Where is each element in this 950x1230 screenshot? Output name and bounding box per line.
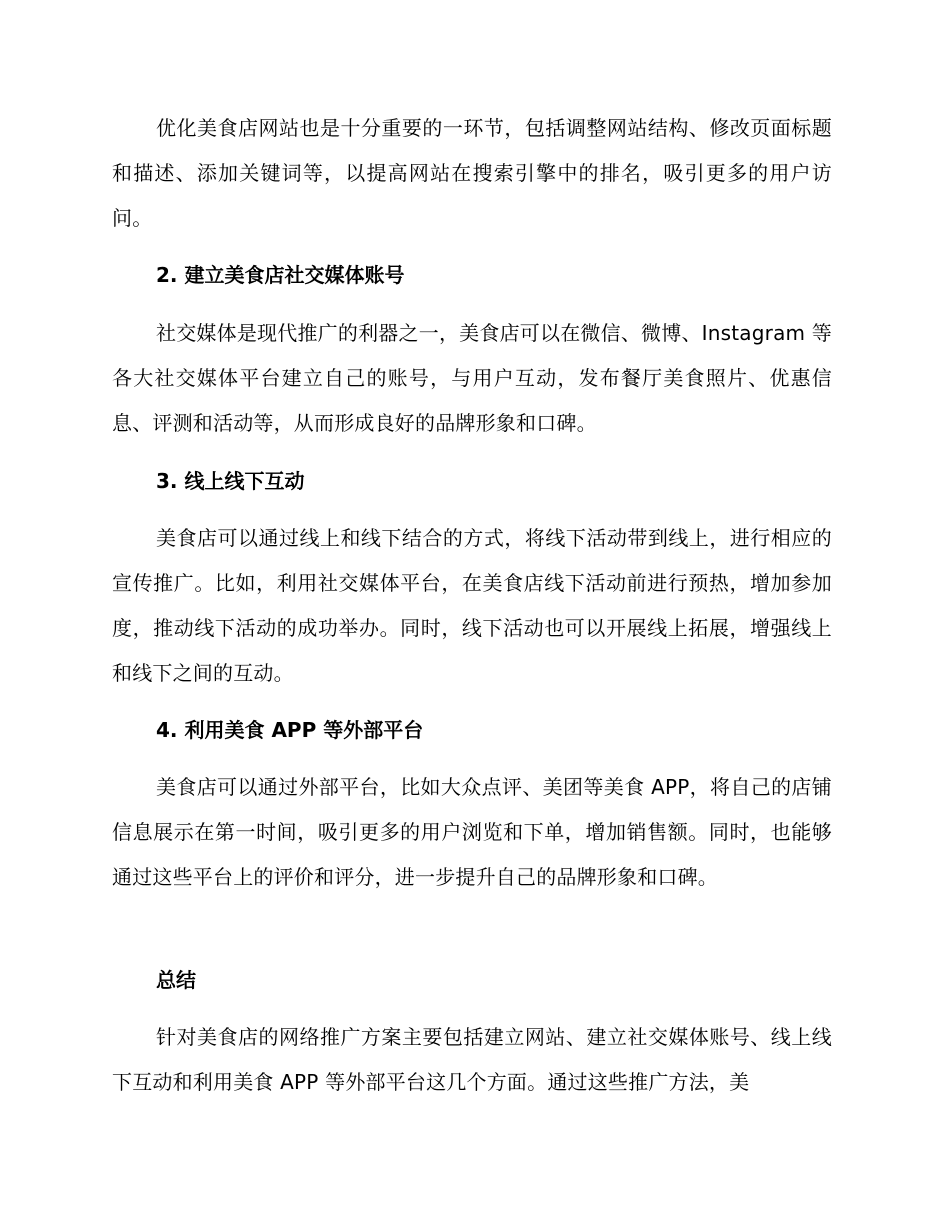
summary-paragraph: 针对美食店的网络推广方案主要包括建立网站、建立社交媒体账号、线上线下互动和利用美食 APP 等外部平台这几个方面。通过这些推广方法，美: [112, 1025, 832, 1094]
summary-block: [112, 1015, 832, 1105]
summary-heading: 总结: [156, 968, 196, 992]
section3-paragraph: 美食店可以通过线上和线下结合的方式，将线下活动带到线上，进行相应的宣传推广。比如，利用社交媒体平台，在美食店线下活动前进行预热，增加参加度，推动线下活动的成功举办。同时，线下活动也可以开展线上拓展，增强线上和线下之间的互动。: [112, 526, 832, 685]
section4-heading: 4. 利用美食 APP 等外部平台: [156, 718, 424, 742]
section3-heading: 3. 线上线下互动: [156, 469, 305, 493]
section3-block: [112, 516, 832, 696]
section4-paragraph: 美食店可以通过外部平台，比如大众点评、美团等美食 APP，将自己的店铺信息展示在第一时间，吸引更多的用户浏览和下单，增加销售额。同时，也能够通过这些平台上的评价和评分，进一步提升自己的品牌形象和口碑。: [112, 775, 832, 889]
intro-paragraph: 优化美食店网站也是十分重要的一环节，包括调整网站结构、修改页面标题和描述、添加关键词等，以提高网站在搜索引擎中的排名，吸引更多的用户访问。: [112, 116, 832, 230]
section4-block: [112, 765, 832, 900]
intro-block: [112, 106, 832, 241]
section2-block: [112, 311, 832, 446]
section2-paragraph: 社交媒体是现代推广的利器之一，美食店可以在微信、微博、Instagram 等各大社交媒体平台建立自己的账号，与用户互动，发布餐厅美食照片、优惠信息、评测和活动等，从而形成良好的品牌形象和口碑。: [112, 321, 832, 435]
section2-heading: 2. 建立美食店社交媒体账号: [156, 263, 405, 287]
